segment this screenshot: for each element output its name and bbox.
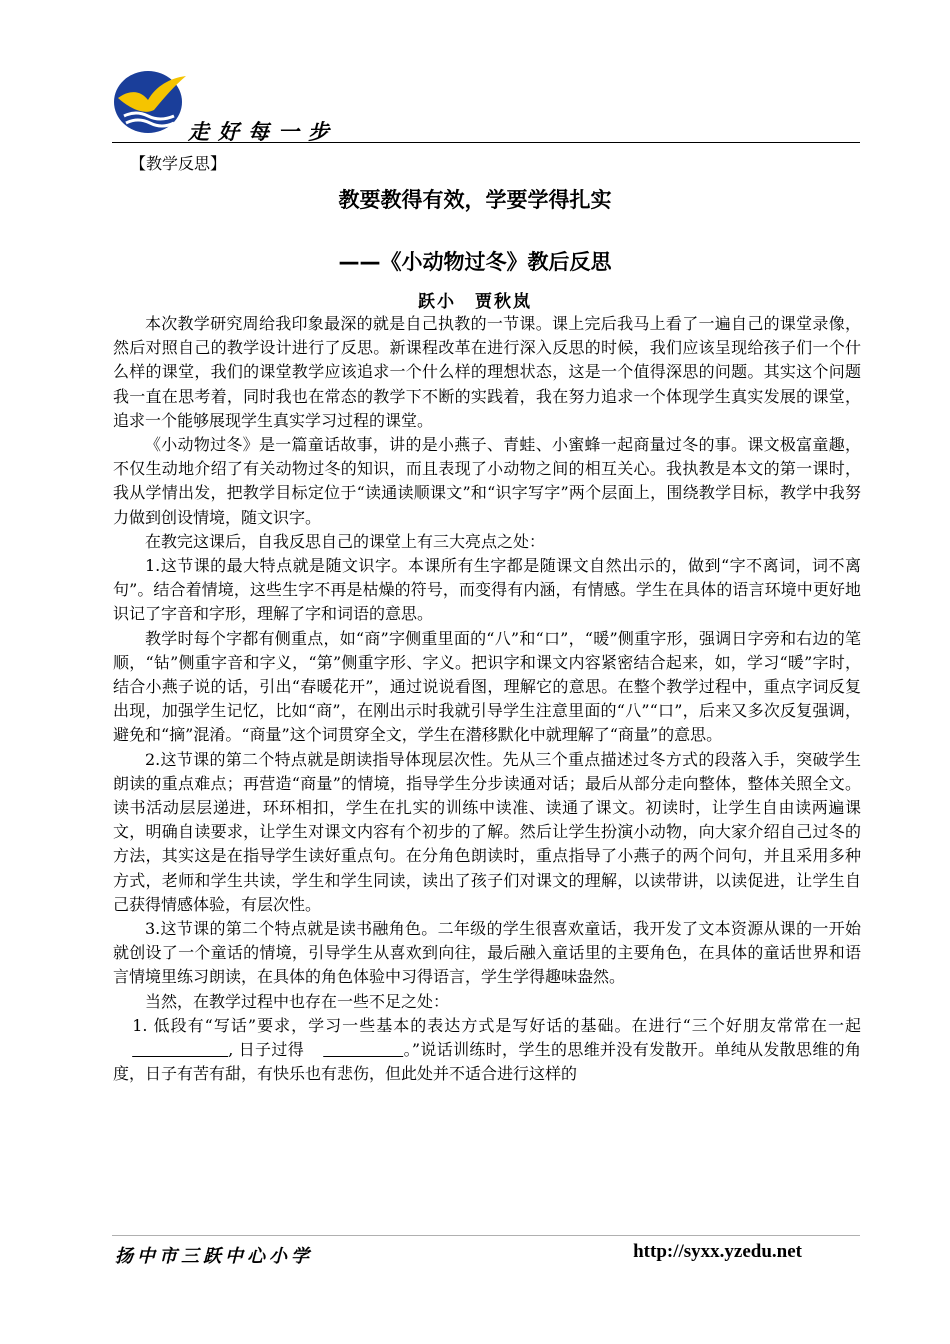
fill-blank — [304, 1038, 403, 1062]
paragraph: 教学时每个字都有侧重点，如“商”字侧重里面的“八”和“口”，“暖”侧重字形，强调日字旁和右边的笔顺，“钻”侧重字音和字义，“第”侧重字形、字义。把识字和课文内容紧密结合起来，如，学习“暖”字时，结合小燕子说的话，引出“春暖花开”，通过说说看图，理解它的意思。在整个教学过程中，重点字词反复出现，加强学生记忆，比如“商”，在刚出示时我就引导学生注意里面的“八”“口”，后来又多次反复强调，避免和“摘”混淆。“商量”这个词贯穿全文，学生在潜移默化中就理解了“商量”的意思。 — [113, 628, 861, 745]
footer-school-name: 扬中市三跃中心小学 — [115, 1246, 313, 1267]
article-body — [113, 312, 861, 1087]
school-logo — [112, 68, 188, 136]
paragraph: 《小动物过冬》是一篇童话故事，讲的是小燕子、青蛙、小蜜蜂一起商量过冬的事。课文极富童趣，不仅生动地介绍了有关动物过冬的知识，而且表现了小动物之间的相互关心。我执教是本文的第一课时，我从学情出发，把教学目标定位于“读通读顺课文”和“识字写字”两个层面上，围绕教学目标，教学中我努力做到创设情境，随文识字。 — [113, 435, 861, 527]
paragraph: 3.这节课的第二个特点就是读书融角色。二年级的学生很喜欢童话，我开发了文本资源从课的一开始就创设了一个童话的情境，引导学生从喜欢到向往，最后融入童话里的主要角色，在具体的童话世界和语言情境里练习朗读，在具体的角色体验中习得语言，学生学得趣味盎然。 — [113, 919, 861, 987]
text-segment: 。”说话训练时，学生的思维并没有发散开。单纯从发散思维的角度，日子有苦有甜，有快乐也有悲伤，但此处并不适合进行这样的 — [113, 1040, 861, 1084]
text-segment: , 日子过得 — [228, 1040, 305, 1060]
paragraph: 本次教学研究周给我印象最深的就是自己执教的一节课。课上完后我马上看了一遍自己的课堂录像，然后对照自己的教学设计进行了反思。新课程改革在进行深入反思的时候，我们应该呈现给孩子们一个什么样的课堂，我们的课堂教学应该追求一个什么样的理想状态，这是一个值得深思的问题。其实这个问题我一直在思考着，同时我也在常态的教学下不断的实践着，我在努力追求一个体现学生真实发展的课堂，追求一个能够展现学生真实学习过程的课堂。 — [113, 314, 861, 430]
section-tag: 【教学反思】 — [130, 154, 227, 173]
paragraph: 1.这节课的最大特点就是随文识字。本课所有生字都是随课文自然出示的，做到“字不离词，词不离句”。结合着情境，这些生字不再是枯燥的符号，而变得有内涵，有情感。学生在具体的语言环境中更好地识记了字音和字形，理解了字和词语的意思。 — [113, 556, 861, 624]
footer-url: http://syxx.yzedu.net — [633, 1241, 802, 1262]
paragraph-last — [113, 1014, 861, 1087]
article-author: 跃小 贾秋岚 — [418, 292, 532, 312]
article-subtitle: ——《小动物过冬》教后反思 — [338, 250, 612, 274]
fill-blank — [113, 1038, 228, 1062]
header-motto: 走好每一步 — [188, 120, 338, 144]
paragraph: 当然，在教学过程中也存在一些不足之处： — [145, 991, 450, 1011]
article-title: 教要教得有效，学要学得扎实 — [338, 188, 612, 212]
header-divider — [112, 142, 860, 143]
text-segment: 1. 低段有“写话”要求，学习一些基本的表达方式是写好话的基础。在进行“三个好朋友常常在一起 — [132, 1015, 861, 1035]
paragraph: 2.这节课的第二个特点就是朗读指导体现层次性。先从三个重点描述过冬方式的段落入手，突破学生朗读的重点难点；再营造“商量”的情境，指导学生分步读通对话；最后从部分走向整体，整体关照全文。读书活动层层递进，环环相扣，学生在扎实的训练中读准、读通了课文。初读时，让学生自由读两遍课文，明确自读要求，让学生对课文内容有个初步的了解。然后让学生扮演小动物，向大家介绍自己过冬的方法，其实这是在指导学生读好重点句。在分角色朗读时，重点指导了小燕子的两个问句，并且采用多种方式，老师和学生共读，学生和学生同读，读出了孩子们对课文的理解，以读带讲，以读促进，让学生自己获得情感体验，有层次性。 — [113, 749, 861, 914]
footer-divider — [112, 1235, 860, 1236]
paragraph: 在教完这课后，自我反思自己的课堂上有三大亮点之处： — [145, 531, 546, 551]
